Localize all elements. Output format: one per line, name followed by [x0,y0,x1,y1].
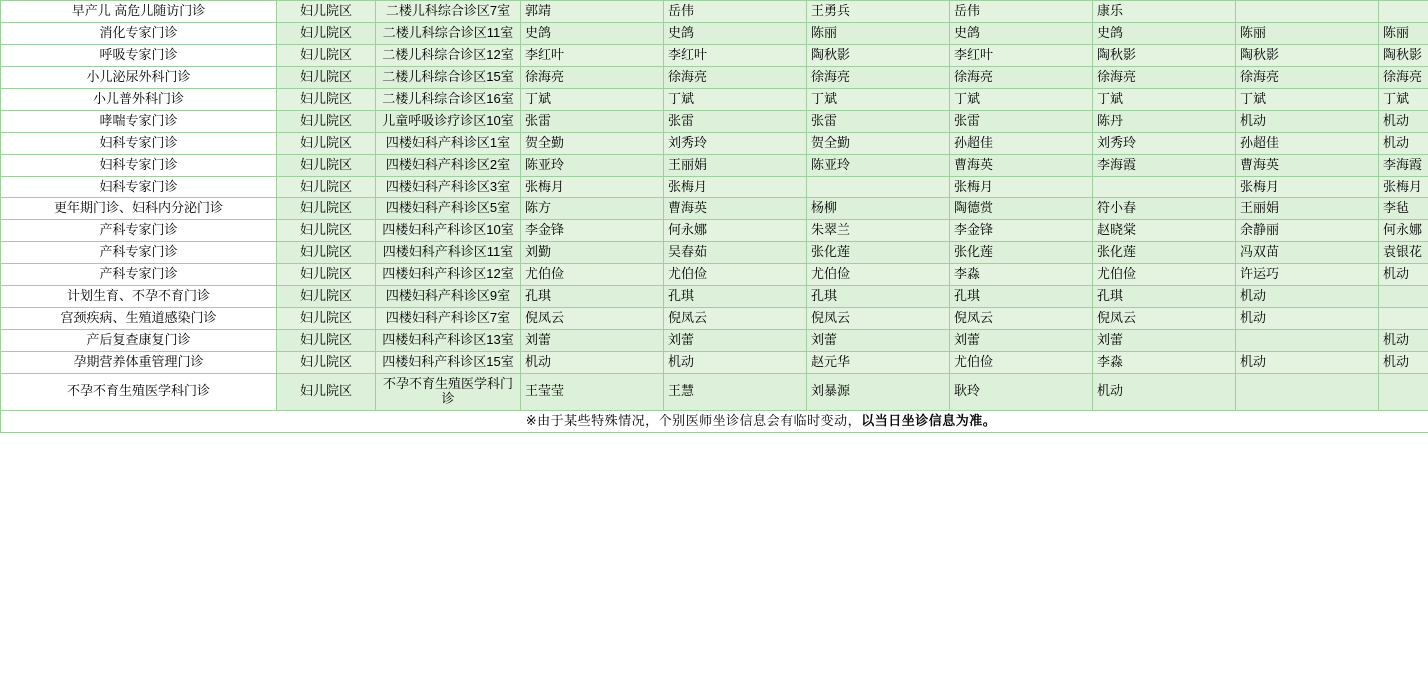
cell-doctor: 机动 [1379,132,1428,154]
cell-campus: 妇儿院区 [277,66,376,88]
cell-doctor: 岳伟 [950,1,1093,23]
cell-room: 四楼妇科产科诊区3室 [376,176,521,198]
table-row [1,1,1428,23]
footer-note [1,410,1428,432]
cell-department: 计划生育、不孕不育门诊 [1,286,277,308]
cell-doctor: 刘秀玲 [1093,132,1236,154]
cell-department: 更年期门诊、妇科内分泌门诊 [1,198,277,220]
cell-doctor [1379,308,1428,330]
cell-campus: 妇儿院区 [277,88,376,110]
cell-department: 妇科专家门诊 [1,154,277,176]
cell-doctor: 陶秋影 [807,44,950,66]
cell-doctor: 史鸽 [664,22,807,44]
cell-room: 儿童呼吸诊疗诊区10室 [376,110,521,132]
footer-row [1,410,1428,432]
cell-room: 二楼儿科综合诊区11室 [376,22,521,44]
cell-department: 产后复查康复门诊 [1,330,277,352]
cell-doctor: 曹海英 [1236,154,1379,176]
cell-doctor: 徐海亮 [664,66,807,88]
cell-doctor: 李海霞 [1379,154,1428,176]
cell-department: 宫颈疾病、生殖道感染门诊 [1,308,277,330]
cell-doctor: 曹海英 [950,154,1093,176]
table-row [1,176,1428,198]
cell-doctor [1236,330,1379,352]
cell-doctor: 丁斌 [1093,88,1236,110]
cell-department: 妇科专家门诊 [1,132,277,154]
cell-doctor: 贺全勤 [521,132,664,154]
cell-campus: 妇儿院区 [277,352,376,374]
cell-doctor: 李淼 [950,264,1093,286]
cell-room: 二楼儿科综合诊区7室 [376,1,521,23]
footer-note-emphasis: 以当日坐诊信息为准。 [861,412,997,428]
cell-doctor: 机动 [1379,110,1428,132]
cell-doctor: 机动 [1236,352,1379,374]
cell-doctor: 何永娜 [1379,220,1428,242]
cell-doctor: 尤伯俭 [807,264,950,286]
table-row [1,110,1428,132]
cell-doctor: 机动 [1379,330,1428,352]
cell-doctor: 陈丽 [807,22,950,44]
cell-doctor: 刘蕾 [664,330,807,352]
cell-room: 四楼妇科产科诊区1室 [376,132,521,154]
cell-room: 四楼妇科产科诊区7室 [376,308,521,330]
cell-room: 四楼妇科产科诊区12室 [376,264,521,286]
table-row [1,44,1428,66]
cell-department: 小儿普外科门诊 [1,88,277,110]
cell-doctor: 机动 [1236,110,1379,132]
cell-doctor: 孙超佳 [950,132,1093,154]
cell-doctor: 机动 [521,352,664,374]
cell-doctor: 机动 [1093,373,1236,410]
cell-doctor: 尤伯俭 [664,264,807,286]
cell-doctor: 张雷 [807,110,950,132]
cell-room: 四楼妇科产科诊区13室 [376,330,521,352]
cell-campus: 妇儿院区 [277,220,376,242]
cell-doctor: 张雷 [521,110,664,132]
cell-room: 二楼儿科综合诊区15室 [376,66,521,88]
cell-campus: 妇儿院区 [277,264,376,286]
table-row [1,66,1428,88]
cell-room: 四楼妇科产科诊区9室 [376,286,521,308]
cell-doctor: 尤伯俭 [1093,264,1236,286]
cell-room: 二楼儿科综合诊区16室 [376,88,521,110]
cell-campus: 妇儿院区 [277,373,376,410]
cell-doctor: 张雷 [664,110,807,132]
footer-note-prefix: ※由于某些特殊情况，个别医师坐诊信息会有临时变动， [525,412,862,428]
cell-doctor: 史鸽 [521,22,664,44]
cell-room: 四楼妇科产科诊区2室 [376,154,521,176]
cell-department: 产科专家门诊 [1,264,277,286]
cell-doctor: 王丽娟 [1236,198,1379,220]
cell-doctor: 孔琪 [950,286,1093,308]
cell-doctor: 张梅月 [1379,176,1428,198]
cell-campus: 妇儿院区 [277,132,376,154]
cell-department: 小儿泌尿外科门诊 [1,66,277,88]
cell-doctor: 符小春 [1093,198,1236,220]
cell-campus: 妇儿院区 [277,22,376,44]
cell-doctor: 陶德赏 [950,198,1093,220]
cell-doctor: 袁银花 [1379,242,1428,264]
cell-doctor [1236,373,1379,410]
cell-doctor: 陈丹 [1093,110,1236,132]
cell-doctor: 倪凤云 [1093,308,1236,330]
cell-doctor: 刘蕾 [807,330,950,352]
cell-doctor: 吴春茹 [664,242,807,264]
cell-doctor: 耿玲 [950,373,1093,410]
cell-doctor: 尤伯俭 [950,352,1093,374]
table-row [1,220,1428,242]
table-row [1,154,1428,176]
cell-doctor: 机动 [1379,264,1428,286]
cell-department: 早产儿 高危儿随访门诊 [1,1,277,23]
cell-doctor: 王莹莹 [521,373,664,410]
cell-doctor: 刘蕾 [1093,330,1236,352]
cell-campus: 妇儿院区 [277,110,376,132]
cell-doctor: 史鸽 [950,22,1093,44]
cell-doctor: 张梅月 [1236,176,1379,198]
cell-doctor: 史鸽 [1093,22,1236,44]
cell-doctor: 李金锋 [950,220,1093,242]
cell-doctor: 朱翠兰 [807,220,950,242]
table-row [1,330,1428,352]
cell-doctor: 张化莲 [1093,242,1236,264]
cell-doctor [1236,1,1379,23]
cell-doctor: 丁斌 [664,88,807,110]
cell-doctor: 孔琪 [807,286,950,308]
cell-doctor: 张梅月 [664,176,807,198]
cell-doctor: 张化莲 [950,242,1093,264]
cell-doctor [807,176,950,198]
cell-department: 孕期营养体重管理门诊 [1,352,277,374]
cell-room: 不孕不育生殖医学科门诊 [376,373,521,410]
cell-doctor: 康乐 [1093,1,1236,23]
schedule-table-body [1,1,1428,433]
cell-campus: 妇儿院区 [277,330,376,352]
cell-doctor: 王丽娟 [664,154,807,176]
cell-doctor: 陈亚玲 [807,154,950,176]
cell-doctor: 岳伟 [664,1,807,23]
cell-department: 消化专家门诊 [1,22,277,44]
cell-doctor: 刘蕾 [950,330,1093,352]
cell-campus: 妇儿院区 [277,308,376,330]
cell-doctor: 倪凤云 [521,308,664,330]
cell-department: 哮喘专家门诊 [1,110,277,132]
cell-doctor: 徐海亮 [1093,66,1236,88]
cell-doctor: 张梅月 [521,176,664,198]
cell-doctor: 杨柳 [807,198,950,220]
cell-doctor: 李红叶 [950,44,1093,66]
cell-doctor: 王慧 [664,373,807,410]
table-row [1,373,1428,410]
cell-doctor: 徐海亮 [1379,66,1428,88]
cell-doctor [1379,373,1428,410]
cell-doctor: 倪凤云 [807,308,950,330]
cell-doctor: 机动 [1379,352,1428,374]
cell-doctor: 陈丽 [1236,22,1379,44]
cell-room: 四楼妇科产科诊区10室 [376,220,521,242]
cell-doctor: 陈亚玲 [521,154,664,176]
cell-doctor: 徐海亮 [950,66,1093,88]
cell-doctor: 刘暴源 [807,373,950,410]
table-row [1,286,1428,308]
cell-doctor: 陶秋影 [1236,44,1379,66]
cell-doctor: 尤伯俭 [521,264,664,286]
cell-doctor: 机动 [664,352,807,374]
table-row [1,264,1428,286]
cell-department: 妇科专家门诊 [1,176,277,198]
cell-doctor: 许运巧 [1236,264,1379,286]
cell-doctor: 张梅月 [950,176,1093,198]
cell-campus: 妇儿院区 [277,286,376,308]
cell-room: 二楼儿科综合诊区12室 [376,44,521,66]
cell-doctor: 丁斌 [1236,88,1379,110]
cell-doctor: 徐海亮 [807,66,950,88]
cell-doctor: 倪凤云 [664,308,807,330]
cell-doctor: 孙超佳 [1236,132,1379,154]
cell-doctor: 倪凤云 [950,308,1093,330]
cell-doctor: 李红叶 [664,44,807,66]
cell-room: 四楼妇科产科诊区15室 [376,352,521,374]
cell-doctor: 丁斌 [1379,88,1428,110]
cell-doctor: 李金锋 [521,220,664,242]
cell-doctor: 贺全勤 [807,132,950,154]
cell-doctor [1379,1,1428,23]
table-row [1,242,1428,264]
cell-room: 四楼妇科产科诊区11室 [376,242,521,264]
cell-doctor: 陈丽 [1379,22,1428,44]
cell-doctor: 何永娜 [664,220,807,242]
table-row [1,352,1428,374]
cell-doctor: 孔琪 [1093,286,1236,308]
cell-doctor: 机动 [1236,308,1379,330]
cell-doctor: 余静丽 [1236,220,1379,242]
table-row [1,88,1428,110]
table-row [1,132,1428,154]
cell-doctor: 李海霞 [1093,154,1236,176]
cell-doctor: 李淼 [1093,352,1236,374]
cell-doctor: 孔琪 [664,286,807,308]
cell-campus: 妇儿院区 [277,176,376,198]
cell-campus: 妇儿院区 [277,1,376,23]
cell-doctor: 徐海亮 [521,66,664,88]
cell-doctor: 王勇兵 [807,1,950,23]
cell-doctor: 张化莲 [807,242,950,264]
cell-doctor: 丁斌 [807,88,950,110]
cell-doctor: 张雷 [950,110,1093,132]
cell-doctor: 冯双苗 [1236,242,1379,264]
cell-department: 产科专家门诊 [1,242,277,264]
table-row [1,198,1428,220]
cell-doctor: 机动 [1236,286,1379,308]
cell-department: 产科专家门诊 [1,220,277,242]
cell-doctor [1379,286,1428,308]
table-row [1,308,1428,330]
cell-department: 不孕不育生殖医学科门诊 [1,373,277,410]
cell-doctor: 陶秋影 [1379,44,1428,66]
cell-doctor [1093,176,1236,198]
cell-doctor: 徐海亮 [1236,66,1379,88]
cell-doctor: 郭靖 [521,1,664,23]
cell-doctor: 曹海英 [664,198,807,220]
cell-doctor: 李毡 [1379,198,1428,220]
cell-campus: 妇儿院区 [277,154,376,176]
cell-room: 四楼妇科产科诊区5室 [376,198,521,220]
cell-doctor: 刘秀玲 [664,132,807,154]
cell-doctor: 赵晓棠 [1093,220,1236,242]
cell-campus: 妇儿院区 [277,242,376,264]
cell-doctor: 陶秋影 [1093,44,1236,66]
cell-department: 呼吸专家门诊 [1,44,277,66]
cell-campus: 妇儿院区 [277,44,376,66]
cell-doctor: 刘勤 [521,242,664,264]
cell-doctor: 李红叶 [521,44,664,66]
cell-doctor: 赵元华 [807,352,950,374]
cell-campus: 妇儿院区 [277,198,376,220]
cell-doctor: 孔琪 [521,286,664,308]
table-row [1,22,1428,44]
cell-doctor: 丁斌 [950,88,1093,110]
cell-doctor: 丁斌 [521,88,664,110]
cell-doctor: 刘蕾 [521,330,664,352]
cell-doctor: 陈方 [521,198,664,220]
